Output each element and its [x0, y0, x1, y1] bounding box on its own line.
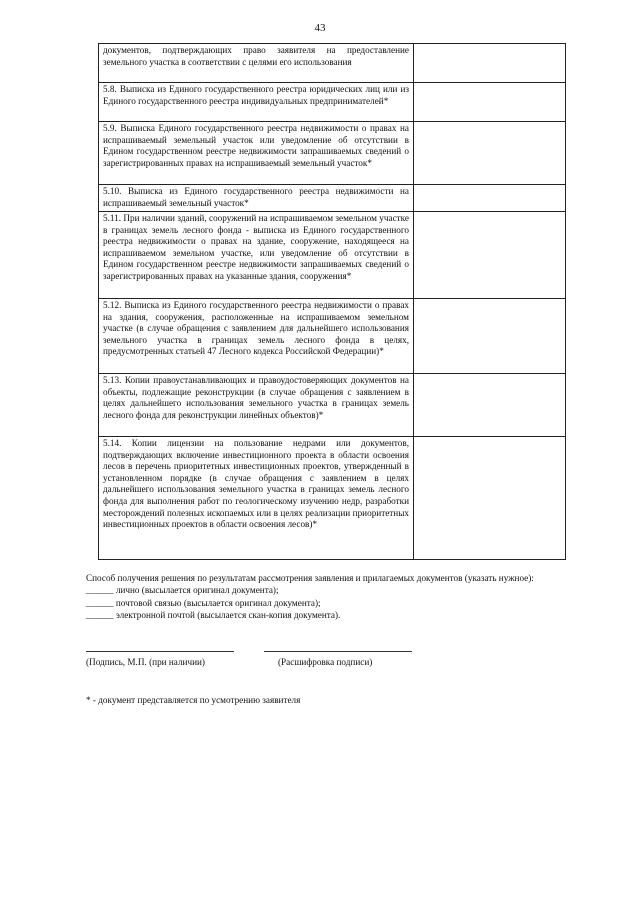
table-row — [99, 212, 566, 299]
signature-block — [86, 643, 486, 673]
document-description: 5.11. При наличии зданий, сооружений на испрашиваемом земельном участке в границах земель лесного фонда - выписка из Единого государственного реестра недвижимости о правах на здание, сооружение, находящееся на испрашиваемом земельном участке, или уведомление об отсутствии в Едином государственном реестре недвижимости запрашиваемых сведений о зарегистрированных правах на указанные здания, сооружения* — [103, 213, 409, 281]
receipt-method-intro: Способ получения решения по результатам рассмотрения заявления и прилагаемых документов (указать нужное): — [86, 573, 534, 583]
document-value-cell[interactable] — [414, 83, 566, 122]
document-description-cell — [99, 83, 414, 122]
table-row — [99, 44, 566, 83]
footnote: * - документ представляется по усмотрению заявителя — [86, 695, 301, 705]
page-number: 43 — [314, 22, 326, 34]
signature-line[interactable] — [86, 651, 234, 652]
table-row — [99, 83, 566, 122]
receipt-option-in-person[interactable]: ______ лично (высылается оригинал документа); — [86, 585, 279, 596]
document-value-cell[interactable] — [414, 185, 566, 212]
receipt-option-email[interactable]: ______ электронной почтой (высылается скан-копия документа). — [86, 609, 341, 620]
document-value-cell[interactable] — [414, 299, 566, 374]
document-description: 5.13. Копии правоустанавливающих и правоудостоверяющих документов на объекты, подлежащие реконструкции (в случае обращения с заявлением в целях дальнейшего использования земельного участка в границах земель лесного фонда для реконструкции линейных объектов)* — [103, 375, 409, 420]
table-row — [99, 374, 566, 437]
receipt-method-section — [86, 572, 576, 621]
table-row — [99, 122, 566, 185]
document-description-cell — [99, 374, 414, 437]
documents-table — [98, 43, 566, 560]
document-value-cell[interactable] — [414, 122, 566, 185]
document-description: 5.9. Выписка Единого государственного реестра недвижимости о правах на испрашиваемый земельный участок или уведомление об отсутствии в Едином государственном реестре недвижимости запрашиваемых сведений о зарегистрированных правах на испрашиваемый земельный участок* — [103, 123, 409, 168]
document-description: 5.12. Выписка из Единого государственного реестра недвижимости о правах на здания, сооружения, расположенные на испрашиваемом земельном участке (в случае обращения с заявлением для дальнейшего использования земельного участка в границах земель лесного фонда в целях, предусмотренных статьей 47 Лесного кодекса Российской Федерации)* — [103, 300, 409, 357]
signature-decoding-caption: (Расшифровка подписи) — [278, 657, 373, 667]
document-description: 5.8. Выписка из Единого государственного реестра юридических лиц или из Единого государственного реестра индивидуальных предпринимателей* — [103, 84, 409, 106]
document-description-cell — [99, 299, 414, 374]
receipt-option-post[interactable]: ______ почтовой связью (высылается оригинал документа); — [86, 597, 321, 608]
document-value-cell[interactable] — [414, 437, 566, 560]
document-description-cell — [99, 185, 414, 212]
document-description: документов, подтверждающих право заявителя на предоставление земельного участка в соответствии с целями его использования — [103, 45, 409, 67]
table-row — [99, 299, 566, 374]
document-description-cell — [99, 212, 414, 299]
document-description-cell — [99, 122, 414, 185]
table-row — [99, 185, 566, 212]
document-value-cell[interactable] — [414, 374, 566, 437]
document-description: 5.10. Выписка из Единого государственного реестра недвижимости на испрашиваемый земельный участок* — [103, 186, 409, 208]
document-value-cell[interactable] — [414, 212, 566, 299]
document-description: 5.14. Копии лицензии на пользование недрами или документов, подтверждающих включение инвестиционного проекта в области освоения лесов в перечень приоритетных инвестиционных проектов, утвержденный в установленном порядке (в случае обращения с заявлением в целях дальнейшего использования земельного участка в границах земель лесного фонда для выполнения работ по геологическому изучению недр, разработки месторождений полезных ископаемых или в целях реализации приоритетных инвестиционных проектов в области освоения лесов)* — [103, 438, 409, 530]
table-row — [99, 437, 566, 560]
signature-caption: (Подпись, М.П. (при наличии) — [86, 657, 205, 667]
signature-decoding-line[interactable] — [264, 651, 412, 652]
document-description-cell — [99, 437, 414, 560]
document-description-cell — [99, 44, 414, 83]
document-value-cell[interactable] — [414, 44, 566, 83]
